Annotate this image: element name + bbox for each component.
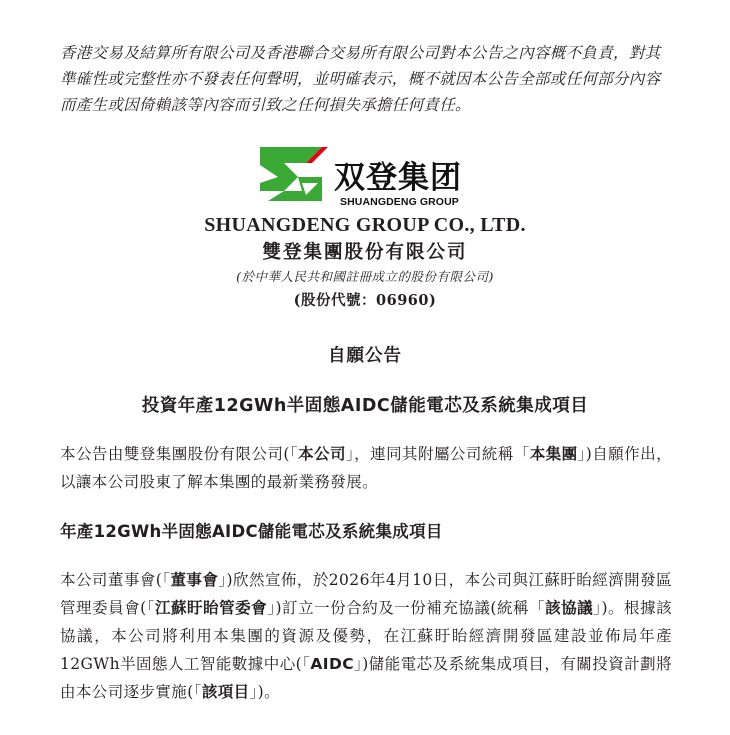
defined-term: 該項目 xyxy=(201,683,250,701)
defined-term: 董事會 xyxy=(170,571,219,589)
announcement-title: 自願公告 xyxy=(328,346,402,366)
company-logo xyxy=(258,143,478,213)
intro-text: 」)自願作出，以讓本公司股東了解本集團的最新業務發展。 xyxy=(60,445,672,491)
project-title: 投資年產12GWh半固態AIDC儲能電芯及系統集成項目 xyxy=(141,396,589,416)
section-heading: 年產12GWh半固態AIDC儲能電芯及系統集成項目 xyxy=(60,522,443,541)
intro-text: 」，連同其附屬公司統稱「 xyxy=(345,445,530,463)
body-text: 」)儲能電芯及系統集成項目，有關投資計劃將由本公司逐步實施(「 xyxy=(60,655,672,701)
defined-term: 江蘇盱眙管委會 xyxy=(155,599,268,617)
body-text: 」)訂立一份合約及一份補充協議(統稱「 xyxy=(267,599,546,617)
body-text: 」)。 xyxy=(249,683,281,701)
defined-term: 本集團 xyxy=(529,445,578,463)
disclaimer-text: 香港交易及結算所有限公司及香港聯合交易所有限公司對本公告之內容概不負責，對其準確性或完整性亦不發表任何聲明，並明確表示，概不就因本公告全部或任何部分內容而產生或因倚賴該等內容而引致之任何損失承擔任何責任。 xyxy=(60,44,661,114)
shuangdeng-logo-icon xyxy=(258,143,332,209)
intro-text: 本公告由雙登集團股份有限公司(「 xyxy=(60,445,299,463)
stock-code: (股份代號：06960) xyxy=(293,292,437,309)
incorporation-note: (於中華人民共和國註冊成立的股份有限公司) xyxy=(236,269,494,284)
body-paragraph xyxy=(60,566,672,706)
logo-chinese-text: 双登集团 xyxy=(334,160,462,196)
logo-english-text: SHUANGDENG GROUP xyxy=(340,196,459,208)
defined-term: AIDC xyxy=(310,655,354,673)
intro-paragraph xyxy=(60,440,672,496)
body-text: 本公司董事會(「 xyxy=(60,571,171,589)
body-text: 」)欣然宣佈，於2026年4月10日，本公司與江蘇盱眙經濟開發區管理委員會(「 xyxy=(60,571,672,617)
company-name-chinese: 雙登集團股份有限公司 xyxy=(262,242,468,263)
body-text: 」)。根據該協議，本公司將利用本集團的資源及優勢，在江蘇盱眙經濟開發區建設並佈局年產12GWh半固態人工智能數據中心(「 xyxy=(60,599,673,673)
defined-term: 該協議 xyxy=(545,599,594,617)
company-name-english: SHUANGDENG GROUP CO., LTD. xyxy=(204,214,526,236)
defined-term: 本公司 xyxy=(298,445,346,463)
